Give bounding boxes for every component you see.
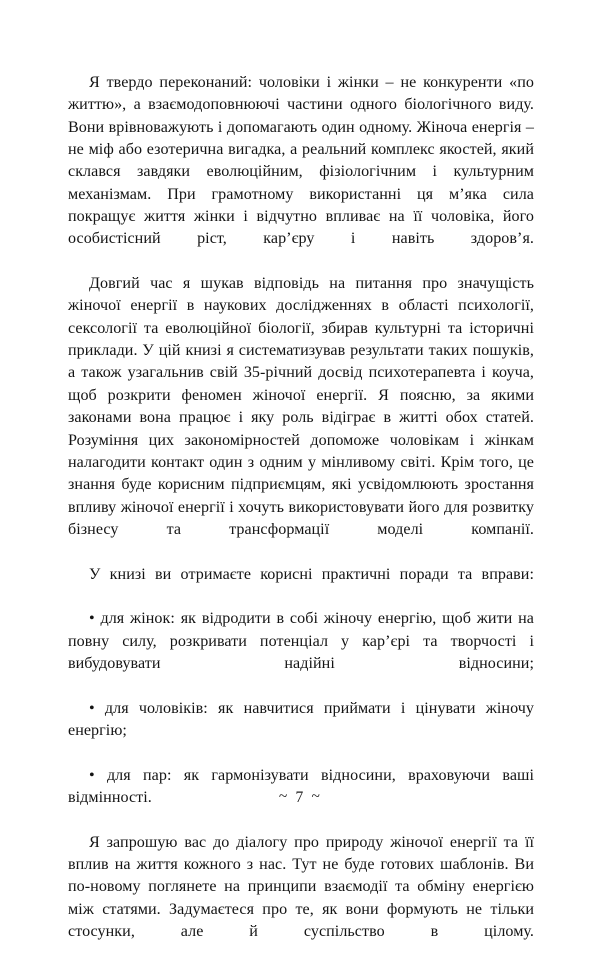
bullet-marker: • <box>89 610 95 628</box>
ornament-right: ~ <box>311 788 322 805</box>
bullet-text: для жінок: як відродити в собі жіночу енергію, щоб жити на повну силу, розкривати потенціал у кар’єрі та творчості і вибудовувати надійні відносини; <box>68 610 534 672</box>
paragraph: Я твердо переконаний: чоловіки і жінки – не конкуренти «по життю», а взаємодоповнюючі частини одного біологічного виду. Вони врівноважують і допомагають один одному. Жіноча енергія – не міф або езотерична вигадка, а реальний комплекс якостей, який склався завдяки еволюційним, фізіологічним і культурним механізмам. При грамотному використанні ця м’яка сила покращує життя жінки і відчутно впливає на її чоловіка, його особистісний ріст, кар’єру і навіть здоров’я. <box>68 74 534 248</box>
page-number: 7 <box>295 789 305 806</box>
bullet-list-item <box>68 608 534 697</box>
paragraph: Я запрошую вас до діалогу про природу жіночої енергії та її вплив на життя кожного з нас. Тут не буде готових шаблонів. Ви по-новому поглянете на принципи взаємодії та обміну енергією між статями. Задумаєтеся про те, як вони формують не тільки стосунки, але й суспільство в цілому. <box>68 833 534 941</box>
page-text-block <box>68 72 534 966</box>
ornament-left: ~ <box>278 788 289 805</box>
page-footer <box>0 787 600 808</box>
bullet-marker: • <box>89 766 95 784</box>
paragraph: У книзі ви отримаєте корисні практичні поради та вправи: <box>89 565 534 583</box>
bullet-text: для чоловіків: як навчитися приймати і цінувати жіночу енергію; <box>68 699 534 739</box>
bullet-list-item <box>68 698 534 765</box>
bullet-text: для пар: як гармонізувати відносини, враховуючи ваші відмінності. <box>68 766 534 806</box>
paragraph: Довгий час я шукав відповідь на питання про значущість жіночої енергії в наукових дослідженнях в області психології, сексології та еволюційної біології, збирав культурні та історичні приклади. У цій книзі я систематизував результати таких пошуків, а також узагальнив свій 35-річний досвід психотерапевта і коуча, щоб розкрити феномен жіночої енергії. Я поясню, за якими законами вона працює і яку роль відіграє в житті обох статей. Розуміння цих закономірностей допоможе чоловікам і жінкам налагодити контакт один з одним у мінливому світі. Крім того, це знання буде корисним підприємцям, які усвідомлюють зростання впливу жіночої енергії і хочуть використовувати його для розвитку бізнесу та трансформації моделі компанії. <box>68 275 534 538</box>
bullet-marker: • <box>89 699 95 717</box>
